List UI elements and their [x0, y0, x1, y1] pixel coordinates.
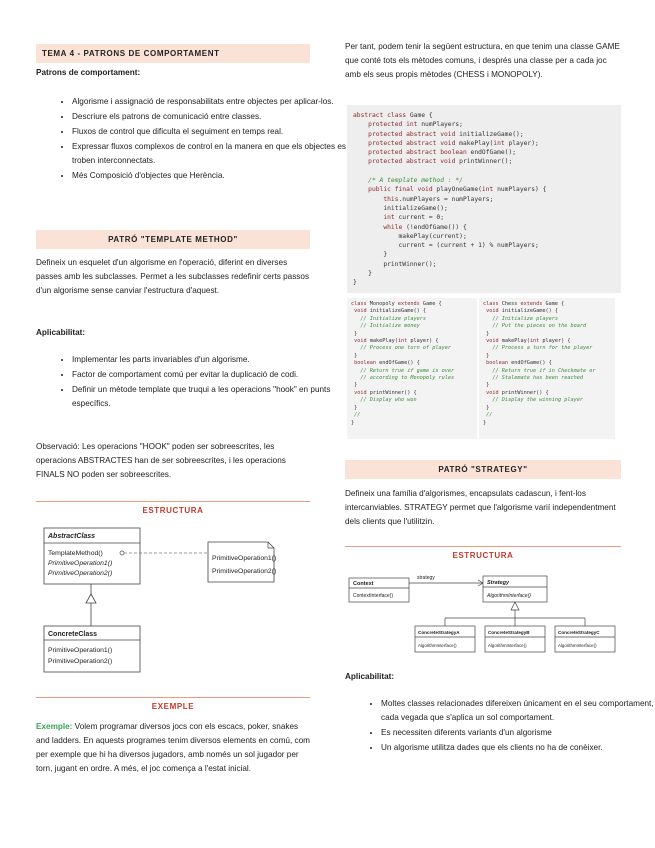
- list-item: • Un algorisme utilitza dades que els clients no ha de conèixer.: [381, 741, 655, 755]
- concrete-strategy-a: ConcreteStrategyA: [418, 630, 460, 635]
- concrete-op: AlgorithmInterface(): [488, 643, 527, 648]
- template-method-title: PATRÓ "TEMPLATE METHOD": [36, 230, 310, 249]
- concrete-class-name: ConcreteClass: [48, 631, 98, 638]
- monopoly-code-block: class Monopoly extends Game { void initializeGame() { // Initialize players // Initialize money } void makePlay(int player) { // Process one turn of player } boolean endOfGame() { // Return true if game is over // according to Monopoly rules } void printWinner() { // Display who won } // }: [347, 298, 477, 439]
- observation: Observació: Les operacions "HOOK" poden ser sobreescrites, les operacions ABSTRACTES han de ser sobreescrites, i les operacions FINALS NO poden ser sobreescrites.: [36, 442, 286, 479]
- concrete-strategy-c: ConcreteStrategyC: [558, 630, 600, 635]
- abstract-op: PrimitiveOperation1(): [48, 560, 113, 567]
- strategy-op: AlgorithmInterface(): [487, 593, 531, 599]
- strategy-definition: Defineix una família d'algorismes, encapsulats cadascun, i fent-los intercanviables. STRATEGY permet que l'algorisme varií independentment dels clients que l'utilitzin.: [345, 489, 616, 526]
- strategy-estructura-title: ESTRUCTURA: [345, 546, 621, 563]
- strategy-title: PATRÓ "STRATEGY": [345, 460, 621, 479]
- game-code-block: abstract class Game { protected int numPlayers; protected abstract void initializeGame(); protected abstract void makePlay(int player); protected abstract boolean endOfGame(); protected abstract void printWinner(); /* A template method : */ public final void playOneGame(int numPlayers) { this.numPlayers = numPlayers; initializeGame(); int current = 0; while (!endOfGame()) { makePlay(current); current = (current + 1) % numPlayers; } printWinner(); } }: [347, 105, 621, 293]
- concrete-op: PrimitiveOperation2(): [48, 658, 113, 665]
- structure-intro: Per tant, podem tenir la següent estructura, en que tenim una classe GAME que conté tots els mètodes comuns, i després una classe per a cada joc amb els seus propis mètodes (CHESS i MONOPOLY).: [345, 42, 620, 79]
- list-item: • Factor de comportament comú per evitar la duplicació de codi.: [72, 368, 346, 382]
- chess-code-block: class Chess extends Game { void initializeGame() { // Initialize players // Put the pieces on the board } void makePlay(int player) { // Process a turn for the player } boolean endOfGame() { // Return true if in Checkmate or // Stalemate has been reached } void printWinner() { // Display the winning player } // }: [479, 298, 615, 439]
- estructura-title: ESTRUCTURA: [36, 501, 310, 518]
- strategy-class: Strategy: [487, 580, 510, 586]
- abstract-class-name: AbstractClass: [48, 533, 96, 540]
- note-op: PrimitiveOperation2(): [212, 568, 277, 575]
- context-class: Context: [353, 581, 374, 587]
- list-item: • Moltes classes relacionades difereixen únicament en el seu comportament, cada vegada que s'aplica un sol comportament.: [381, 697, 655, 725]
- list-item: • Definir un mètode template que truqui a les operacions "hook" en punts específics.: [72, 383, 346, 411]
- section-title: TEMA 4 - PATRONS DE COMPORTAMENT: [36, 44, 310, 63]
- exemple-label: Exemple:: [36, 722, 73, 731]
- concrete-op: PrimitiveOperation1(): [48, 647, 113, 654]
- concrete-op: AlgorithmInterface(): [418, 643, 457, 648]
- strategy-applicability-label: Aplicabilitat:: [345, 672, 395, 681]
- intro-bullets: [36, 95, 346, 184]
- template-method-uml-diagram: [36, 522, 310, 678]
- exemple-paragraph: [36, 720, 310, 776]
- abstract-op: TemplateMethod(): [48, 550, 103, 557]
- strategy-uml-diagram: [345, 566, 621, 660]
- list-item: • Algorisme i assignació de responsabilitats entre objectes per aplicar-los.: [72, 95, 346, 109]
- list-item: • Fluxos de control que dificulta el seguiment en temps real.: [72, 125, 346, 139]
- abstract-op: PrimitiveOperation2(): [48, 570, 113, 577]
- context-op: ContextInterface(): [353, 593, 394, 599]
- intro-label: Patrons de comportament:: [36, 68, 141, 77]
- exemple-text: Volem programar diversos jocs con els escacs, poker, snakes and ladders. En aquests programes tenim diversos elements en comú, com per exemple que hi ha diversos jugadors, amb només un sol jugador per torn, jugant en ordre. A més, el joc comença a l'estat inicial.: [36, 722, 310, 773]
- association-label: strategy: [417, 575, 435, 581]
- list-item: • Descriure els patrons de comunicació entre classes.: [72, 110, 346, 124]
- template-definition: Defineix un esquelet d'un algorisme en l'operació, diferint en diverses passes amb les subclasses. Permet a les subclasses redefinir certs passos d'un algorisme sense canviar l'estructura d'aquest.: [36, 258, 310, 295]
- list-item: • Implementar les parts invariables d'un algorisme.: [72, 353, 346, 367]
- concrete-op: AlgorithmInterface(): [558, 643, 597, 648]
- list-item: • Expressar fluxos complexos de control en la manera en que els objectes es troben interconnectats.: [72, 140, 346, 168]
- note-op: PrimitiveOperation1(): [212, 555, 277, 562]
- strategy-applicability-bullets: [345, 697, 655, 756]
- list-item: • Es necessiten diferents variants d'un algorisme: [381, 726, 655, 740]
- applicability-label: Aplicabilitat:: [36, 328, 86, 337]
- list-item: • Més Composició d'objectes que Herència.: [72, 169, 346, 183]
- exemple-title: EXEMPLE: [36, 697, 310, 714]
- applicability-bullets: [36, 353, 346, 412]
- concrete-strategy-b: ConcreteStrategyB: [488, 630, 530, 635]
